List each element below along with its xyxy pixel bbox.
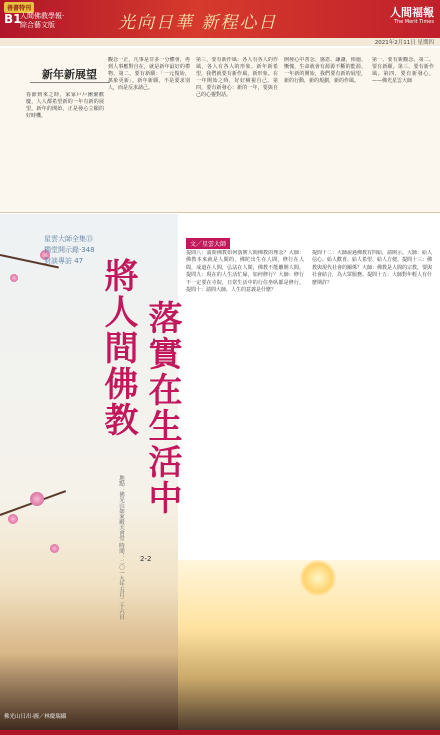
article-column-5: 第一、要有新觀念。第二、要有新願。第三、要有新作風。第四、要有新發心。——佛光星雲大師 <box>372 57 434 84</box>
section-divider <box>0 212 440 213</box>
special-issue-tag: 善書特刊 <box>4 2 34 13</box>
series-line3: 對談專訪 47 <box>44 257 84 265</box>
section-number: B1 <box>4 12 22 26</box>
section-title-line2: 綜合藝文版 <box>20 21 55 29</box>
feature-title-2: 落實在生活中 <box>142 300 182 516</box>
section-title-line1: 人間佛教學報· <box>20 12 65 20</box>
series-label <box>44 234 95 267</box>
plum-blossom <box>30 492 44 506</box>
newspaper-logo: 人間福報 <box>390 6 434 19</box>
section-title <box>20 12 64 30</box>
plum-blossom <box>8 514 18 524</box>
title-underline <box>30 82 110 83</box>
series-line1: 星雲大師全集⑬ <box>44 235 93 243</box>
article-column-3: 第三，要有新作風：各人有各人的作風，各人有各人的形象。新年新希望，我們就要有新作風，新形象。在一年開始之時，好好檢視自己。第四，要有新發心：新的一年，要與自己的心靈對話。 <box>196 57 278 98</box>
author-tag: 文／星雲大師 <box>186 238 230 249</box>
page-header <box>0 0 440 38</box>
issue-date: 2021年2月11日 星期四 <box>374 40 434 46</box>
newspaper-logo-en: The Merit Times <box>393 19 434 25</box>
qa-column-1: 提問八：請問佛教如何落實人間佛教的理念？大師：佛教本來就是人間的，佛陀出生在人間，修行在人間，成道在人間，弘法在人間，佛教不能離開人間。提問九：現在的人生活忙碌，如何修行？大師：修行不一定要在寺院，日常生活中的行住坐臥都是修行。提問十：請問大師，人生的意義是什麼？ <box>186 250 304 294</box>
page-footer-bar <box>0 730 440 735</box>
new-year-slogan: 光向日華 新程心日 <box>118 13 278 33</box>
series-line2: 獨堂開示錄·348 <box>44 246 95 254</box>
article-column-4: 開發心中善念、感恩、謙讓、佈施、慚愧，生命就會有源源不斷的能源。一年新的開始，我們要有新的展望，新的行動，新的規劃，新的作風。 <box>284 57 366 84</box>
article-title: 新年新展望 <box>42 68 97 81</box>
feature-title-1: 將人間佛教 <box>98 258 138 438</box>
date-bar <box>0 38 440 46</box>
qa-column-2: 提問十二：大師說過佛教有四給，請開示。大師：給人信心、給人歡喜、給人希望、給人方便。提問十三：佛教與現代社會的關係？大師：佛教是人間的宗教，要與社會結合，為大眾服務。提問十五：大師對年輕人有什麼期許？ <box>312 250 432 286</box>
article-column-2: 觀念一正，凡事是非多一分體會，再到人事應對自在，就是新年最好的禮物。第二，要有新願：「一元復始，萬象更新」。新年新願，不是要求別人，而是反求諸己。 <box>108 57 190 91</box>
plum-blossom <box>10 274 18 282</box>
talk-location-time: 地點：佛光山如來殿大會堂 時間：二〇一九年五月二十六日 <box>118 475 124 620</box>
plum-blossom <box>50 544 59 553</box>
part-number: 2-2 <box>140 555 152 563</box>
article-column-1: 春節到來之時，家家戶戶團聚歡慶，人人都希望新的一年有新的展望。新年的開始，正是發心立願的好時機。 <box>26 92 104 119</box>
photo-credit: 佛光山日出·圖／林慶瑞攝 <box>4 714 67 720</box>
